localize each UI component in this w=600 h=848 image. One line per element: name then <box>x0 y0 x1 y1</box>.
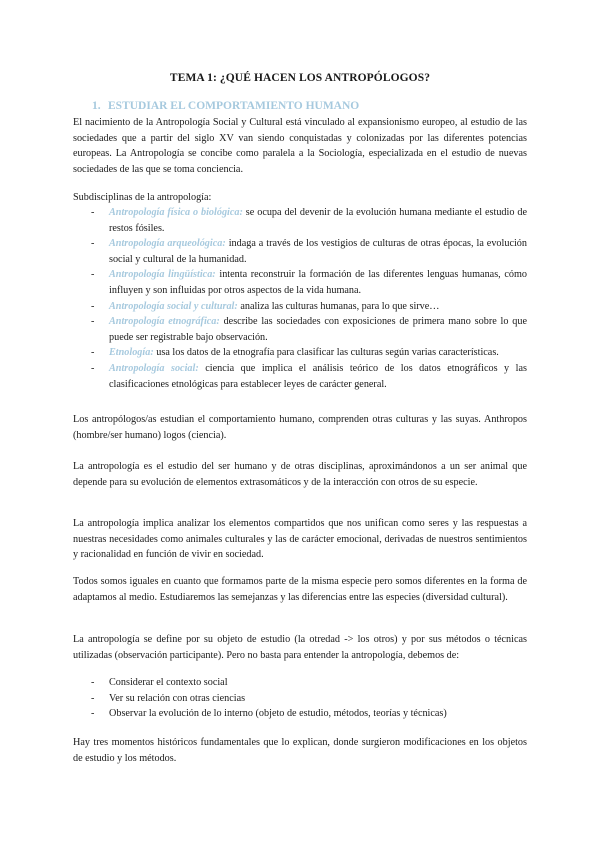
list-dash: - <box>91 347 95 359</box>
list-dash: - <box>91 362 95 374</box>
list-dash: - <box>91 316 95 328</box>
list-item <box>73 205 527 236</box>
list-dash: - <box>91 692 95 704</box>
list-dash: - <box>91 269 95 281</box>
term-label: Etnología: <box>109 347 154 359</box>
list-item <box>73 361 527 392</box>
list-dash: - <box>91 708 95 720</box>
list-item-text: Ver su relación con otras ciencias <box>109 692 246 704</box>
equality-paragraph: Todos somos iguales en cuanto que formamos parte de la misma especie pero somos diferentes en la forma de adaptamos al medio. Estudiaremos las semejanzas y las diferencias entre las especies (diversidad cultural). <box>73 576 527 603</box>
list-dash: - <box>91 238 95 250</box>
term-description: se ocupa del devenir de la evolución humana mediante el estudio de restos fósiles. <box>109 207 527 234</box>
section-heading-text: ESTUDIAR EL COMPORTAMIENTO HUMANO <box>108 100 360 112</box>
section-number: 1. <box>92 100 101 112</box>
section-heading <box>92 100 359 112</box>
term-description: analiza las culturas humanas, para lo que sirve… <box>237 300 440 312</box>
definition-paragraph: La antropología es el estudio del ser humano y de otras disciplinas, aproximándonos a un ser animal que depende para su evolución de elementos extrasomáticos y de la interacción con otros de su especie. <box>73 461 527 488</box>
term-label: Antropología social y cultural: <box>109 300 238 312</box>
term-label: Antropología etnográfica: <box>109 316 220 328</box>
list-item <box>73 345 527 361</box>
list-item <box>73 267 527 298</box>
subdisciplines-list <box>73 205 527 392</box>
requirements-list <box>73 675 527 722</box>
term-description: ciencia que implica el análisis teórico de los datos etnográficos y las clasificaciones etnológicas para establecer leyes de carácter general. <box>109 362 527 390</box>
list-item-text: Observar la evolución de lo interno (objeto de estudio, métodos, teorías y técnicas) <box>109 708 447 720</box>
list-item <box>73 675 527 691</box>
list-item <box>73 236 527 267</box>
list-item <box>73 691 527 707</box>
term-label: Antropología arqueológica: <box>109 238 226 250</box>
term-label: Antropología lingüística: <box>109 269 216 281</box>
list-item-text: Considerar el contexto social <box>109 677 228 688</box>
list-dash: - <box>91 300 95 312</box>
object-paragraph: La antropología se define por su objeto de estudio (la otredad -> los otros) y por sus métodos o técnicas utilizadas (observación participante). Pero no basta para entender la antropología, debemos de: <box>73 634 527 661</box>
list-dash: - <box>91 207 95 218</box>
term-description: usa los datos de la etnografía para clasificar las culturas según varias características. <box>153 347 499 359</box>
list-item <box>73 706 527 722</box>
list-dash: - <box>91 677 95 688</box>
intro-paragraph: El nacimiento de la Antropología Social y Cultural está vinculado al expansionismo europeo, al estudio de las sociedades que a partir del siglo XV van siendo conquistadas y colonizadas por las diferentes potencias europeas. La Antropología se concibe como paralela a la Sociología, especializada en el estudio de nuevas sociedades de las que se toma conciencia. <box>73 117 527 175</box>
list-item <box>73 314 527 345</box>
term-description: indaga a través de los vestigios de culturas de otras épocas, la evolución social y cultural de la humanidad. <box>109 238 527 265</box>
subdisciplines-label: Subdisciplinas de la antropología: <box>73 192 212 203</box>
history-paragraph: Hay tres momentos históricos fundamentales que lo explican, donde surgieron modificaciones en los objetos de estudio y los métodos. <box>73 737 527 764</box>
list-item <box>73 299 527 315</box>
term-description: describe las sociedades con exposiciones de primera mano sobre lo que puede ser registrable bajo observación. <box>109 316 527 343</box>
page-title: TEMA 1: ¿QUÉ HACEN LOS ANTROPÓLOGOS? <box>169 72 431 84</box>
term-label: Antropología física o biológica: <box>109 207 243 218</box>
analysis-paragraph: La antropología implica analizar los elementos compartidos que nos unifican como seres y las respuestas a nuestras necesidades como animales culturales y las de carácter emocional, derivadas de nuestros sentimientos y racionalidad en función de vivir en sociedad. <box>73 518 527 561</box>
term-description: intenta reconstruir la formación de las diferentes lenguas humanas, cómo influyen y son influidas por otros aspectos de la vida humana. <box>109 269 527 296</box>
anthropologists-paragraph: Los antropólogos/as estudian el comportamiento humano, comprenden otras culturas y las suyas. Anthropos (hombre/ser humano) logos (ciencia). <box>73 414 527 441</box>
term-label: Antropología social: <box>109 362 199 374</box>
